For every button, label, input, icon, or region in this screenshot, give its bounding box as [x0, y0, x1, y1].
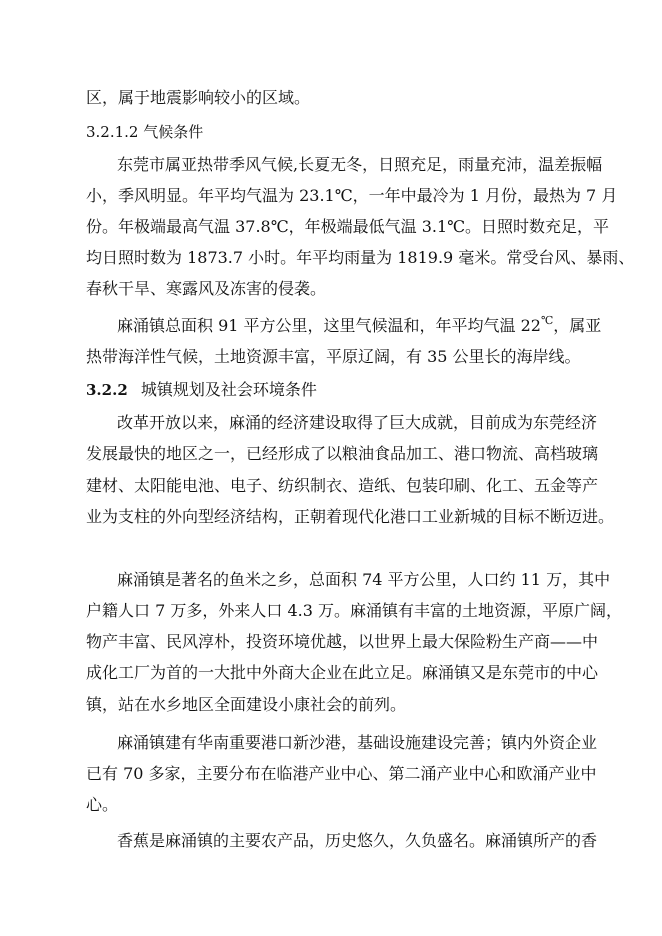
text-line: 心。	[86, 795, 119, 814]
text-line: 麻涌镇建有华南重要港口新沙港，基础设施建设完善；镇内外资企业	[117, 733, 598, 752]
text-line: 业为支柱的外向型经济结构，正朝着现代化港口工业新城的目标不断迈进。	[86, 507, 615, 526]
text-line: 区，属于地震影响较小的区域。	[86, 88, 311, 107]
text-line: 已有 70 多家，主要分布在临港产业中心、第二涌产业中心和欧涌产业中	[86, 764, 597, 783]
section-heading	[86, 380, 317, 400]
text-line: 物产丰富、民风淳朴，投资环境优越，以世界上最大保险粉生产商——中	[86, 632, 599, 651]
text-line: 春秋干旱、寒露风及冻害的侵袭。	[86, 279, 327, 298]
text-line: 户籍人口 7 万多，外来人口 4.3 万。麻涌镇有丰富的土地资源，平原广阔，	[86, 601, 622, 620]
text-line: 份。年极端最高气温 37.8℃，年极端最低气温 3.1℃。日照时数充足，平	[86, 217, 610, 236]
degree-unit-superscript: ℃	[540, 314, 554, 327]
text-line: 香蕉是麻涌镇的主要农产品，历史悠久，久负盛名。麻涌镇所产的香	[117, 831, 598, 850]
text-line: 改革开放以来，麻涌的经济建设取得了巨大成就，目前成为东莞经济	[117, 413, 598, 432]
section-number: 3.2.2	[86, 381, 128, 399]
text-line: 发展最快的地区之一，已经形成了以粮油食品加工、港口物流、高档玻璃	[86, 444, 599, 463]
text-line: 成化工厂为首的一大批中外商大企业在此立足。麻涌镇又是东莞市的中心	[86, 663, 599, 682]
text-line: 镇，站在水乡地区全面建设小康社会的前列。	[86, 695, 407, 714]
text-segment: 麻涌镇总面积 91 平方公里，这里气候温和，年平均气温 22	[117, 316, 541, 335]
text-segment: ，属亚	[553, 316, 602, 335]
text-line: 均日照时数为 1873.7 小时。年平均雨量为 1819.9 毫米。常受台风、暴雨、	[86, 248, 635, 267]
text-line: 小，季风明显。年平均气温为 23.1℃，一年中最冷为 1 月份，最热为 7 月	[86, 186, 618, 205]
text-line: 东莞市属亚热带季风气候,长夏无冬，日照充足，雨量充沛，温差振幅	[117, 155, 603, 174]
text-line-with-superscript	[117, 316, 601, 336]
section-title: 城镇规划及社会环境条件	[140, 380, 317, 399]
text-line: 麻涌镇是著名的鱼米之乡，总面积 74 平方公里，人口约 11 万，其中	[117, 570, 611, 589]
text-line: 建材、太阳能电池、电子、纺织制衣、造纸、包装印刷、化工、五金等产	[86, 476, 599, 495]
text-line: 热带海洋性气候，土地资源丰富，平原辽阔，有 35 公里长的海岸线。	[86, 347, 581, 366]
subsection-heading: 3.2.1.2 气候条件	[86, 123, 204, 141]
